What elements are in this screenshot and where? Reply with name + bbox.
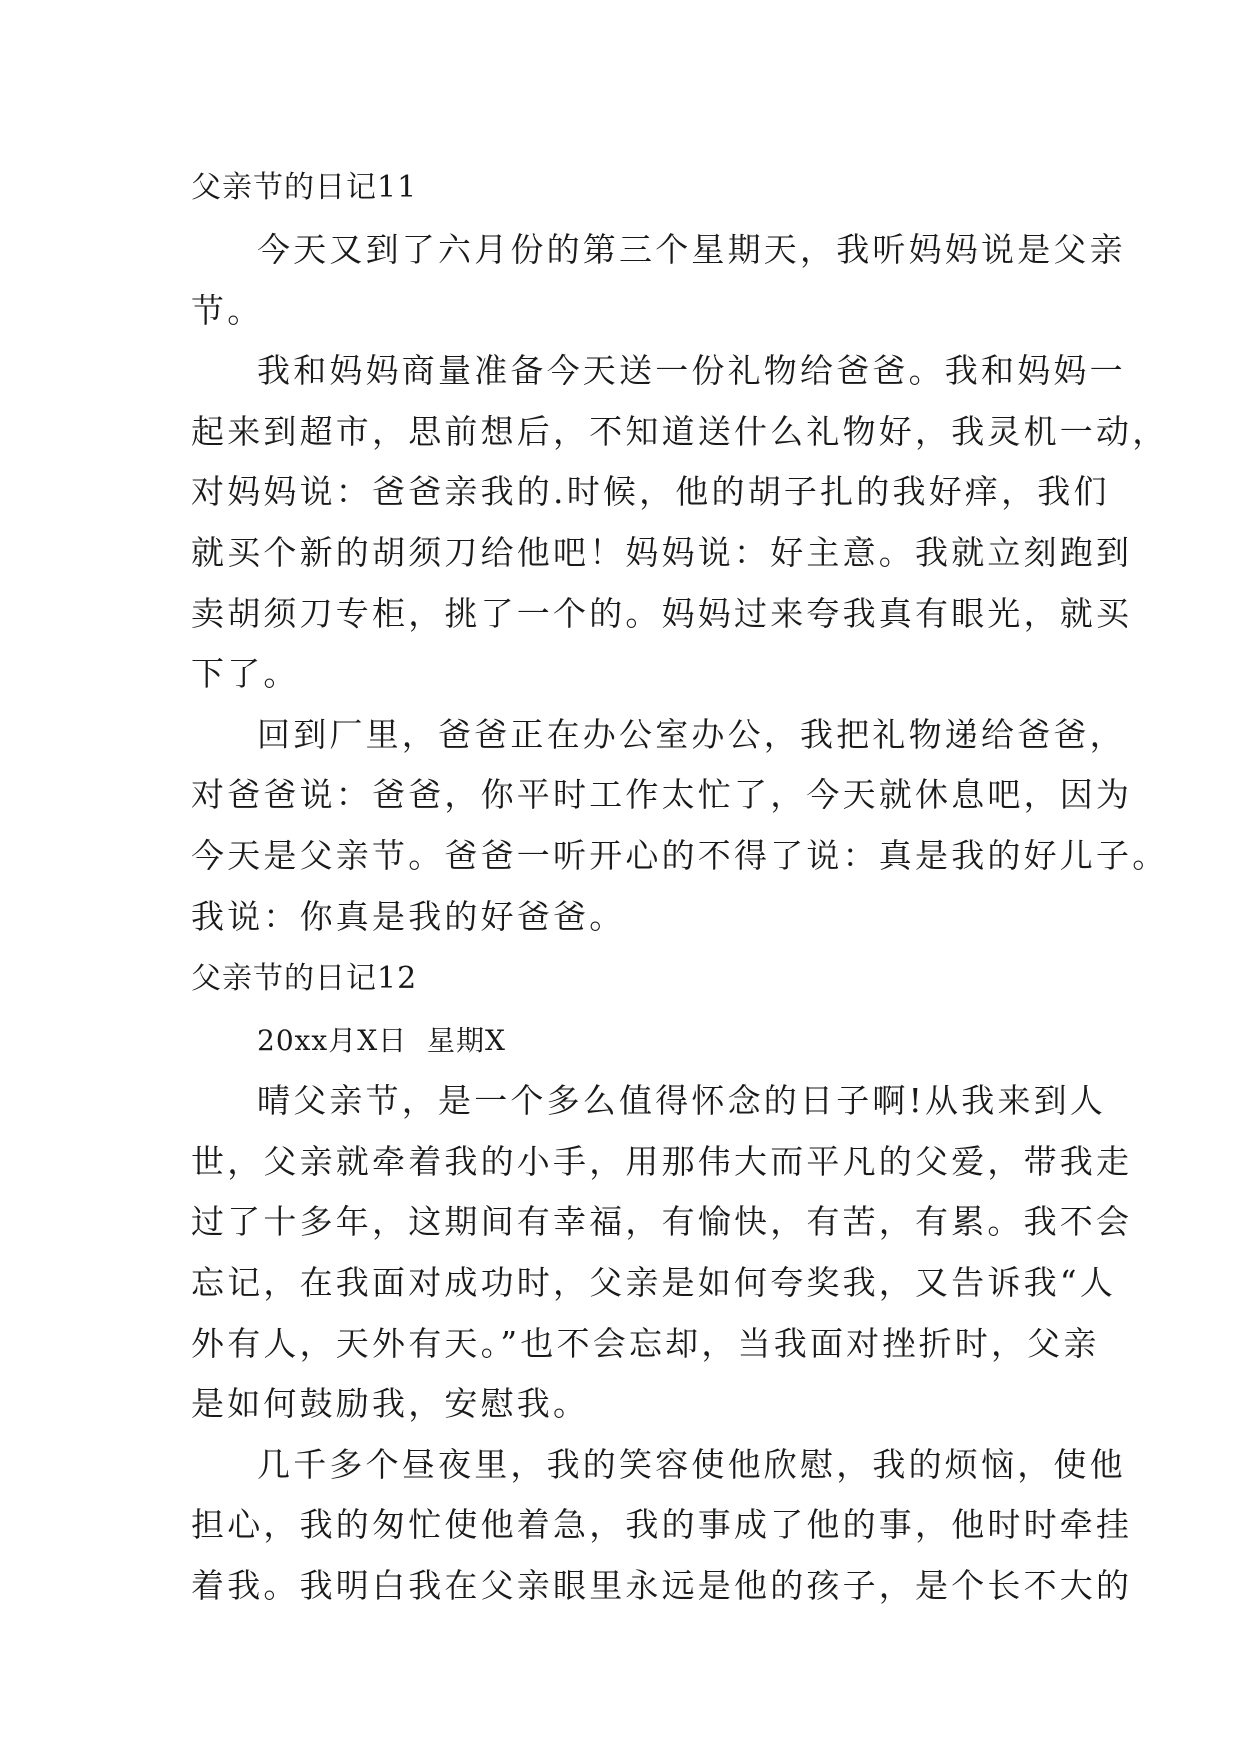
- paragraph-line: 晴父亲节，是一个多么值得怀念的日子啊!从我来到人: [257, 1081, 1107, 1121]
- paragraph-line: 我和妈妈商量准备今天送一份礼物给爸爸。我和妈妈一: [257, 351, 1126, 391]
- diary-date: 20xx月X日 星期X: [257, 1024, 506, 1058]
- paragraph-line: 今天是父亲节。爸爸一听开心的不得了说：真是我的好儿子。: [191, 835, 1169, 875]
- paragraph: [191, 220, 1126, 341]
- section-title: 父亲节的日记12: [191, 961, 418, 997]
- paragraph-line: 对妈妈说：爸爸亲我的.时候，他的胡子扎的我好痒，我们: [191, 472, 1110, 512]
- document-page: [191, 156, 1169, 1616]
- paragraph-line: 回到厂里，爸爸正在办公室办公，我把礼物递给爸爸，: [257, 714, 1126, 754]
- paragraph-line: 过了十多年，这期间有幸福，有愉快，有苦，有累。我不会: [191, 1202, 1133, 1242]
- paragraph-line: 着我。我明白我在父亲眼里永远是他的孩子，是个长不大的: [191, 1565, 1133, 1605]
- paragraph-line: 起来到超市，思前想后，不知道送什么礼物好，我灵机一动，: [191, 411, 1169, 451]
- paragraph: [191, 1435, 1133, 1617]
- paragraph-line: 外有人，天外有天。”也不会忘却，当我面对挫折时，父亲: [191, 1323, 1100, 1363]
- paragraph-line: 世，父亲就牵着我的小手，用那伟大而平凡的父爱，带我走: [191, 1141, 1133, 1181]
- paragraph-line: 担心，我的匆忙使他着急，我的事成了他的事，他时时牵挂: [191, 1505, 1133, 1545]
- paragraph: [191, 705, 1169, 947]
- paragraph-line: 节。: [191, 290, 264, 330]
- paragraph: [191, 1071, 1133, 1435]
- paragraph-line: 就买个新的胡须刀给他吧！妈妈说：好主意。我就立刻跑到: [191, 532, 1133, 572]
- paragraph-line: 是如何鼓励我，安慰我。: [191, 1384, 590, 1424]
- paragraph-line: 对爸爸说：爸爸，你平时工作太忙了，今天就休息吧，因为: [191, 775, 1133, 815]
- paragraph-line: 我说：你真是我的好爸爸。: [191, 896, 626, 936]
- paragraph: [191, 341, 1169, 705]
- paragraph-line: 忘记，在我面对成功时，父亲是如何夸奖我，又告诉我“人: [191, 1262, 1117, 1302]
- paragraph-line: 几千多个昼夜里，我的笑容使他欣慰，我的烦恼，使他: [257, 1444, 1126, 1484]
- section-title: 父亲节的日记11: [191, 170, 418, 205]
- paragraph-line: 今天又到了六月份的第三个星期天，我听妈妈说是父亲: [257, 230, 1126, 269]
- paragraph-line: 下了。: [191, 654, 300, 694]
- paragraph-line: 卖胡须刀专柜，挑了一个的。妈妈过来夸我真有眼光，就买: [191, 593, 1133, 633]
